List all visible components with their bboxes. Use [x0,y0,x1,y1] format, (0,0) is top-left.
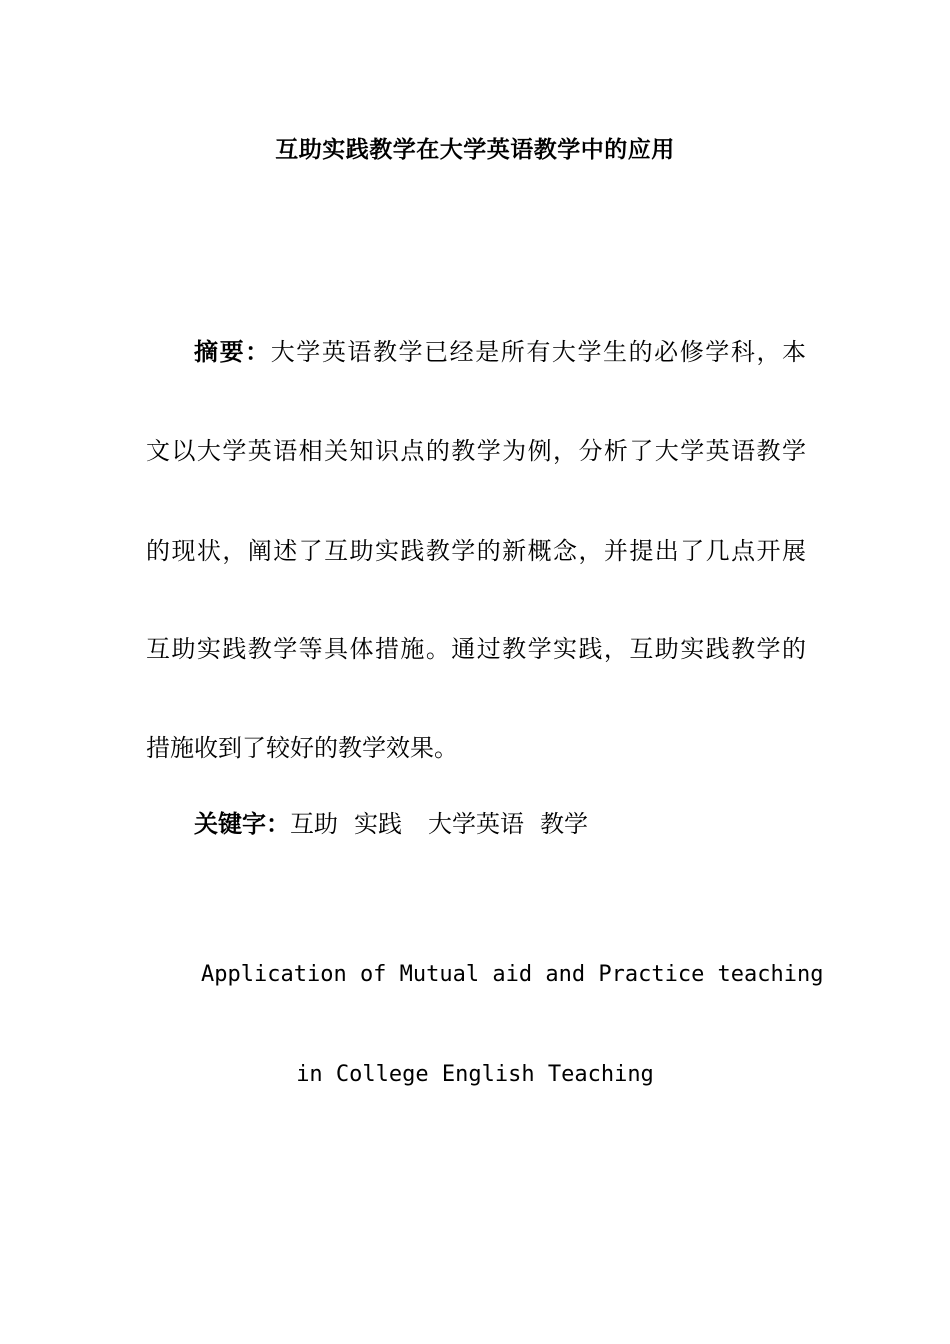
abstract-line-2: 文以大学英语相关知识点的教学为例，分析了大学英语教学 [146,437,806,465]
abstract-text: 大学英语教学已经是所有大学生的必修学科，本 [270,338,806,366]
keyword: 互助 [290,810,338,838]
english-title-line-1: Application of Mutual aid and Practice teaching [201,962,824,987]
english-title-line-2: in College English Teaching [296,1062,654,1087]
abstract-line-1 [194,334,806,370]
keyword: 教学 [540,810,588,838]
keyword: 大学英语 [428,810,524,838]
abstract-label: 摘要： [194,338,271,366]
keywords-line [194,806,806,842]
abstract-line-5: 措施收到了较好的教学效果。 [146,734,458,762]
document-title: 互助实践教学在大学英语教学中的应用 [275,137,675,163]
abstract-line-4: 互助实践教学等具体措施。通过教学实践，互助实践教学的 [146,635,806,663]
keywords-label: 关键字： [194,810,290,838]
keyword: 实践 [354,810,402,838]
abstract-line-3: 的现状，阐述了互助实践教学的新概念，并提出了几点开展 [146,537,806,565]
